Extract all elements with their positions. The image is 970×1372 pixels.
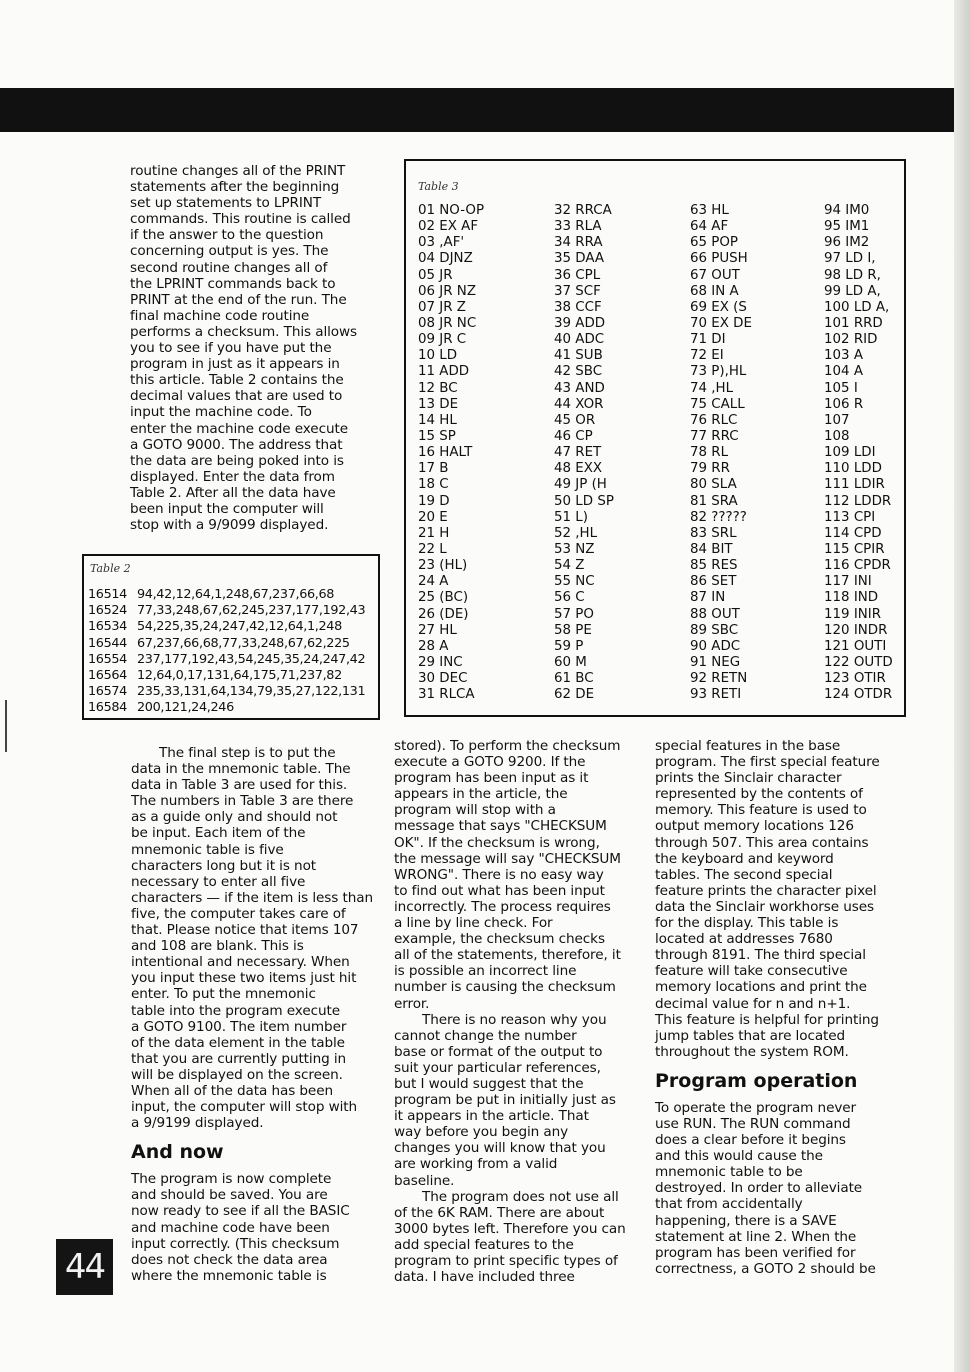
- table-3-entry: 89 SBC: [690, 622, 739, 638]
- table-3-entry: 87 IN: [690, 590, 726, 606]
- table-3-entry: 14 HL: [418, 412, 457, 428]
- table-3-entry: 05 JR: [418, 267, 453, 283]
- table-2-values: 54,225,35,24,247,42,12,64,1,248: [137, 619, 342, 635]
- table-3-entry: 33 RLA: [554, 219, 602, 235]
- table-2-address: 16584: [88, 700, 127, 716]
- table-3-entry: 77 RRC: [690, 428, 739, 444]
- table-3-entry: 109 LDI: [824, 445, 876, 461]
- table-3-entry: 27 HL: [418, 622, 457, 638]
- intro-text-column: [130, 163, 370, 533]
- table-3-entry: 42 SBC: [554, 364, 603, 380]
- table-3-entry: 34 RRA: [554, 235, 603, 251]
- table-3-entry: 49 JP (H: [554, 477, 607, 493]
- table-3-entry: 123 OTIR: [824, 671, 886, 687]
- table-3-entry: 22 L: [418, 541, 447, 557]
- table-3-entry: 75 CALL: [690, 396, 745, 412]
- table-3-entry: 98 LD R,: [824, 267, 881, 283]
- table-3-entry: 81 SRA: [690, 493, 738, 509]
- table-3-entry: 99 LD A,: [824, 283, 881, 299]
- table-2-address: 16544: [88, 635, 127, 651]
- table-3-entry: 13 DE: [418, 396, 459, 412]
- table-3-entry: 35 DAA: [554, 251, 605, 267]
- table-2-address: 16564: [88, 668, 127, 684]
- table-3-entry: 73 P),HL: [690, 364, 747, 380]
- table-3-entry: 107: [824, 412, 850, 428]
- table-3-entry: 04 DJNZ: [418, 251, 473, 267]
- table-3-entry: 85 RES: [690, 558, 738, 574]
- table-3-entry: 40 ADC: [554, 332, 605, 348]
- page-number: 44: [56, 1239, 113, 1295]
- table-3-entry: 71 DI: [690, 332, 726, 348]
- table-3-entry: 108: [824, 428, 850, 444]
- table-3-entry: 59 P: [554, 638, 584, 654]
- table-2: [82, 554, 380, 720]
- table-3-entry: 16 HALT: [418, 445, 473, 461]
- table-3-entry: 118 IND: [824, 590, 879, 606]
- table-3-entry: 43 AND: [554, 380, 605, 396]
- table-2-values: 235,33,131,64,134,79,35,27,122,131: [137, 684, 366, 700]
- table-3-entry: 116 CPDR: [824, 558, 891, 574]
- table-3-entry: 115 CPIR: [824, 541, 885, 557]
- table-3-entry: 47 RET: [554, 445, 602, 461]
- table-3-entry: 66 PUSH: [690, 251, 748, 267]
- paragraph: To operate the program never use RUN. The RUN command does a clear before it begins and this would cause the mnemonic table to be destroyed. In order to alleviate that from accidentally happening, there is a SAVE statement at line 2. When the program has been verified for correctness, a GOTO 2 should be: [655, 1099, 876, 1277]
- table-3-entry: 17 B: [418, 461, 449, 477]
- table-3-entry: 102 RID: [824, 332, 878, 348]
- table-3-entry: 53 NZ: [554, 541, 595, 557]
- table-3-entry: 15 SP: [418, 428, 456, 444]
- table-2-row: [88, 700, 365, 716]
- table-3-entry: 113 CPI: [824, 509, 876, 525]
- table-3-entry: 67 OUT: [690, 267, 740, 283]
- table-3-entry: 03 ,AF': [418, 235, 465, 251]
- table-3-entry: 90 ADC: [690, 638, 741, 654]
- table-3-entry: 54 Z: [554, 558, 585, 574]
- table-3-entry: 26 (DE): [418, 606, 469, 622]
- table-3-entry: 31 RLCA: [418, 687, 475, 703]
- table-2-address: 16574: [88, 684, 127, 700]
- table-3-entry: 23 (HL): [418, 558, 468, 574]
- table-3-entry: 110 LDD: [824, 461, 882, 477]
- table-3-entry: 01 NO-OP: [418, 203, 485, 218]
- table-3-entry: 79 RR: [690, 461, 730, 477]
- table-3-entry: 96 IM2: [824, 235, 870, 251]
- table-3-entry: 57 PO: [554, 606, 594, 622]
- section-heading-program-operation: Program operation: [655, 1069, 858, 1092]
- table-3-entry: 28 A: [418, 638, 449, 654]
- table-3-entry: 101 RRD: [824, 315, 883, 331]
- table-2-values: 77,33,248,67,62,245,237,177,192,43: [137, 603, 366, 619]
- table-3-entry: 36 CPL: [554, 267, 601, 283]
- table-3-column-1: [418, 203, 484, 703]
- table-3-entry: 69 EX (S: [690, 299, 747, 315]
- table-3-entry: 80 SLA: [690, 477, 737, 493]
- table-3-entry: 24 A: [418, 574, 449, 590]
- table-3-entry: 50 LD SP: [554, 493, 614, 509]
- paragraph: stored). To perform the checksum execute a GOTO 9200. If the program has been input as it appears in the article, the program will stop with a message that says "CHECKSUM OK". If the checksum is wrong, the message will say "CHECKSUM WRONG". There is no easy way to find out what has been input incorrectly. The process requires a line by line check. For example, the checksum checks all of the statements, therefore, it is possible an incorrect line number is causing the checksum error.: [394, 738, 621, 1012]
- margin-mark: [5, 700, 7, 752]
- table-3-column-3: [690, 203, 752, 703]
- table-3-entry: 91 NEG: [690, 654, 741, 670]
- table-3-entry: 72 EI: [690, 348, 724, 364]
- table-3-entry: 09 JR C: [418, 332, 467, 348]
- table-3-entry: 58 PE: [554, 622, 592, 638]
- table-3-entry: 104 A: [824, 364, 863, 380]
- table-2-values: 94,42,12,64,1,248,67,237,66,68: [137, 587, 335, 602]
- table-3-entry: 94 IM0: [824, 203, 870, 218]
- table-3-entry: 25 (BC): [418, 590, 469, 606]
- table-3-entry: 121 OUTI: [824, 638, 887, 654]
- table-3-entry: 76 RLC: [690, 412, 738, 428]
- table-2-row: [88, 603, 365, 619]
- table-2-values: 237,177,192,43,54,245,35,24,247,42: [137, 651, 366, 667]
- article-column-2: [394, 738, 644, 1285]
- table-3-entry: 122 OUTD: [824, 654, 893, 670]
- table-2-row: [88, 668, 365, 684]
- table-3-entry: 12 BC: [418, 380, 458, 396]
- paragraph: The program is now complete and should be saved. You are now ready to see if all the BASIC and machine code have been input correctly. (This checksum does not check the data area where the mnemonic table is: [131, 1171, 350, 1284]
- section-heading-and-now: And now: [131, 1141, 224, 1164]
- table-3-entry: 60 M: [554, 654, 587, 670]
- intro-paragraph: routine changes all of the PRINT statements after the beginning set up statements to LPRINT commands. This routine is called if the answer to the question concerning output is yes. The second routine changes all of the LPRINT commands back to PRINT at the end of the run. The final machine code routine performs a checksum. This allows you to see if you have put the program in just as it appears in this article. Table 2 contains the decimal values that are used to input the machine code. To enter the machine code execute a GOTO 9000. The address that the data are being poked into is displayed. Enter the data from Table 2. After all the data have been input the computer will stop with a 9/9099 displayed.: [130, 163, 358, 534]
- table-3-entry: 48 EXX: [554, 461, 603, 477]
- table-2-row: [88, 587, 365, 603]
- table-3-entry: 19 D: [418, 493, 450, 509]
- article-column-3: [655, 738, 905, 1277]
- table-3-entry: 46 CP: [554, 428, 593, 444]
- table-3-entry: 68 IN A: [690, 283, 739, 299]
- page-edge-shadow: [954, 0, 970, 1372]
- table-2-values: 12,64,0,17,131,64,175,71,237,82: [137, 668, 342, 684]
- paragraph: The final step is to put the data in the mnemonic table. The data in Table 3 are used for this. The numbers in Table 3 are there as a guide only and should not be input. Each item of the mnemonic table is five characters long but it is not necessary to enter all five characters — if the item is less than five, the computer takes care of that. Please notice that items 107 and 108 are blank. This is intentional and necessary. When you input these two items just hit enter. To put the mnemonic table into the program execute a GOTO 9100. The item number of the data element in the table that you are currently putting in will be displayed on the screen. When all of the data has been input, the computer will stop with a 9/9199 displayed.: [131, 745, 373, 1132]
- table-3-entry: 106 R: [824, 396, 864, 412]
- table-2-values: 67,237,66,68,77,33,248,67,62,225: [137, 635, 350, 651]
- table-3-entry: 65 POP: [690, 235, 738, 251]
- table-3-entry: 56 C: [554, 590, 585, 606]
- table-3-entry: 10 LD: [418, 348, 458, 364]
- table-2-row: [88, 636, 365, 652]
- table-3-entry: 07 JR Z: [418, 299, 466, 315]
- table-3-entry: 38 CCF: [554, 299, 602, 315]
- table-3-entry: 103 A: [824, 348, 863, 364]
- table-3-entry: 21 H: [418, 525, 450, 541]
- table-3-column-4: [824, 203, 893, 703]
- table-2-row: [88, 684, 365, 700]
- table-3-entry: 37 SCF: [554, 283, 601, 299]
- table-3-entry: 29 INC: [418, 654, 463, 670]
- table-3-entry: 62 DE: [554, 687, 595, 703]
- paragraph: special features in the base program. The first special feature prints the Sinclair character represented by the contents of memory. This feature is used to output memory locations 126 through 507. This area contains the keyboard and keyword tables. The second special feature prints the character pixel data the Sinclair workhorse uses for the display. This table is located at addresses 7680 through 8191. The third special feature will take consecutive memory locations and print the decimal value for n and n+1. This feature is helpful for printing jump tables that are located throughout the system ROM.: [655, 738, 880, 1060]
- table-2-values: 200,121,24,246: [137, 700, 234, 716]
- header-bar: [0, 88, 970, 132]
- table-3-entry: 74 ,HL: [690, 380, 734, 396]
- table-3-entry: 114 CPD: [824, 525, 882, 541]
- table-2-row: [88, 652, 365, 668]
- article-column-1: [131, 745, 376, 1284]
- table-3-entry: 11 ADD: [418, 364, 470, 380]
- table-3-entry: 124 OTDR: [824, 687, 893, 703]
- table-3-caption: Table 3: [418, 180, 459, 193]
- table-3-entry: 112 LDDR: [824, 493, 892, 509]
- table-3-entry: 105 I: [824, 380, 858, 396]
- table-3: [404, 159, 906, 717]
- table-2-rows: [88, 587, 365, 717]
- table-2-caption: Table 2: [90, 562, 131, 575]
- table-3-entry: 88 OUT: [690, 606, 740, 622]
- table-3-entry: 18 C: [418, 477, 449, 493]
- table-3-entry: 20 E: [418, 509, 448, 525]
- table-3-entry: 61 BC: [554, 671, 594, 687]
- table-2-address: 16524: [88, 603, 127, 619]
- table-3-entry: 39 ADD: [554, 315, 606, 331]
- table-2-row: [88, 619, 365, 635]
- table-3-entry: 100 LD A,: [824, 299, 890, 315]
- table-3-entry: 117 INI: [824, 574, 872, 590]
- table-3-entry: 32 RRCA: [554, 203, 612, 218]
- table-3-entry: 93 RETI: [690, 687, 742, 703]
- table-3-entry: 63 HL: [690, 203, 729, 218]
- table-3-entry: 02 EX AF: [418, 219, 479, 235]
- table-3-entry: 120 INDR: [824, 622, 888, 638]
- table-3-entry: 08 JR NC: [418, 315, 477, 331]
- table-2-address: 16534: [88, 619, 127, 635]
- table-3-entry: 82 ?????: [690, 509, 747, 525]
- table-3-entry: 45 OR: [554, 412, 596, 428]
- table-3-entry: 78 RL: [690, 445, 729, 461]
- table-3-entry: 44 XOR: [554, 396, 604, 412]
- table-3-entry: 51 L): [554, 509, 588, 525]
- paragraph: There is no reason why you cannot change the number base or format of the output to suit your particular references, but I would suggest that the program be put in initially just as it appears in the article. That way before you begin any changes you will know that you are working from a valid baseline.: [394, 1011, 616, 1189]
- table-3-entry: 30 DEC: [418, 671, 468, 687]
- table-3-entry: 70 EX DE: [690, 315, 752, 331]
- table-3-entry: 55 NC: [554, 574, 595, 590]
- table-3-entry: 52 ,HL: [554, 525, 598, 541]
- paragraph: The program does not use all of the 6K RAM. There are about 3000 bytes left. Therefore you can add special features to the program to print specific types of data. I have included three: [394, 1188, 626, 1286]
- table-2-address: 16514: [88, 587, 127, 602]
- table-3-entry: 92 RETN: [690, 671, 748, 687]
- table-3-entry: 84 BIT: [690, 541, 733, 557]
- table-3-entry: 64 AF: [690, 219, 729, 235]
- table-3-entry: 86 SET: [690, 574, 737, 590]
- table-3-entry: 119 INIR: [824, 606, 882, 622]
- table-2-address: 16554: [88, 651, 127, 667]
- table-3-column-2: [554, 203, 614, 703]
- table-3-entry: 95 IM1: [824, 219, 870, 235]
- table-3-entry: 111 LDIR: [824, 477, 885, 493]
- table-3-entry: 06 JR NZ: [418, 283, 476, 299]
- table-3-entry: 41 SUB: [554, 348, 603, 364]
- table-3-entry: 83 SRL: [690, 525, 737, 541]
- table-3-entry: 97 LD I,: [824, 251, 876, 267]
